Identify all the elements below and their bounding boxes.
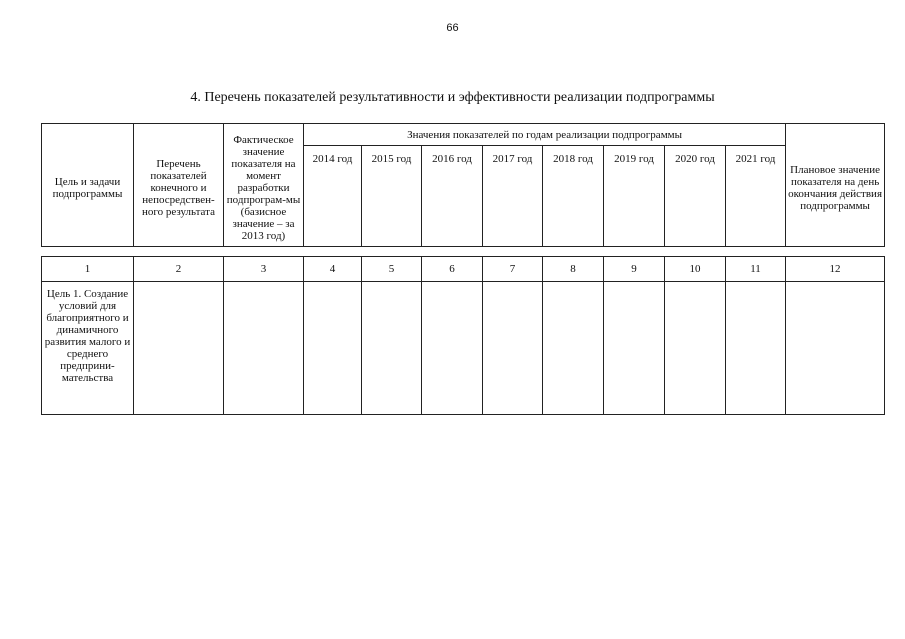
table-cell: [604, 282, 665, 415]
table-cell: [786, 282, 885, 415]
column-number-row: [42, 257, 885, 282]
goal-cell: Цель 1. Создание условий для благоприятного и динамичного развития малого и среднего предприни-мательства: [42, 282, 134, 415]
column-number: 2: [134, 257, 224, 282]
table-cell: [422, 282, 483, 415]
indicators-table-body: [41, 256, 885, 415]
table-cell: [304, 282, 362, 415]
header-year: 2020 год: [665, 146, 726, 247]
table-row: [42, 282, 885, 415]
header-indicator-list: Перечень показателей конечного и непосредствен-ного результата: [134, 124, 224, 247]
indicators-table-header: [41, 123, 885, 247]
table-cell: [665, 282, 726, 415]
header-actual-value: Фактическое значение показателя на момент разработки подпрограм-мы (базисное значение – за 2013 год): [224, 124, 304, 247]
header-years-group: Значения показателей по годам реализации подпрограммы: [304, 124, 786, 146]
column-number: 5: [362, 257, 422, 282]
column-number: 8: [543, 257, 604, 282]
table-cell: [483, 282, 543, 415]
column-number: 7: [483, 257, 543, 282]
header-year: 2016 год: [422, 146, 483, 247]
column-number: 11: [726, 257, 786, 282]
header-planned-value: Плановое значение показателя на день окончания действия подпрограммы: [786, 124, 885, 247]
column-number: 6: [422, 257, 483, 282]
section-title: 4. Перечень показателей результативности и эффективности реализации подпрограммы: [190, 90, 715, 105]
column-number: 12: [786, 257, 885, 282]
column-number: 3: [224, 257, 304, 282]
table-cell: [543, 282, 604, 415]
header-year: 2018 год: [543, 146, 604, 247]
column-number: 4: [304, 257, 362, 282]
table-cell: [134, 282, 224, 415]
header-year: 2017 год: [483, 146, 543, 247]
column-number: 1: [42, 257, 134, 282]
header-goal: Цель и задачи подпрограммы: [42, 124, 134, 247]
column-number: 10: [665, 257, 726, 282]
page-number: 66: [446, 22, 459, 34]
header-year: 2015 год: [362, 146, 422, 247]
header-year: 2019 год: [604, 146, 665, 247]
header-year: 2021 год: [726, 146, 786, 247]
header-year: 2014 год: [304, 146, 362, 247]
table-cell: [726, 282, 786, 415]
table-cell: [362, 282, 422, 415]
table-cell: [224, 282, 304, 415]
column-number: 9: [604, 257, 665, 282]
